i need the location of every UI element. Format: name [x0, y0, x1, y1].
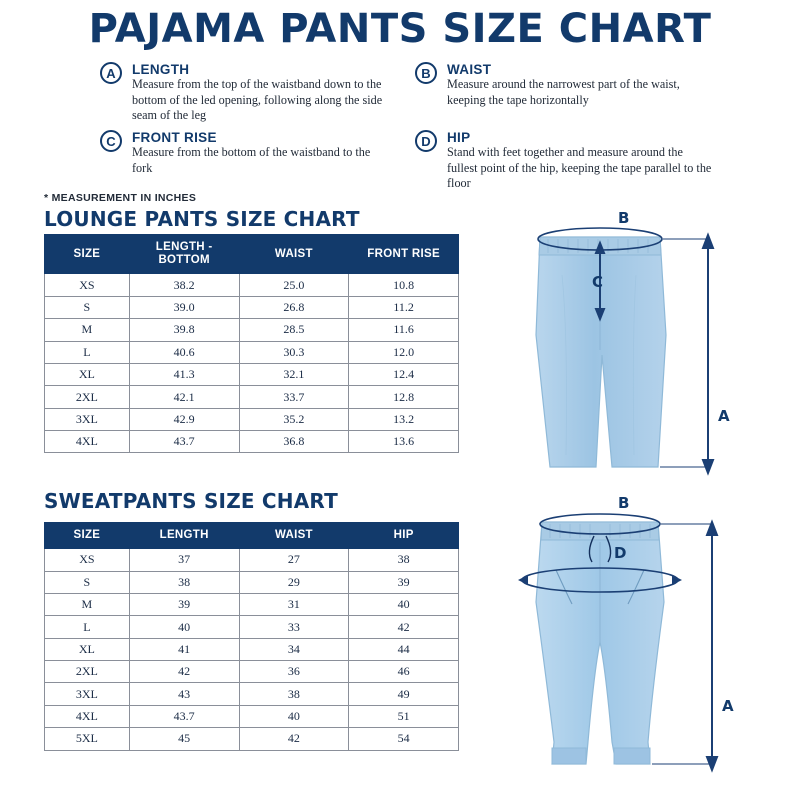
cell-front-rise: 13.2 [349, 408, 459, 430]
cell-waist: 34 [239, 638, 349, 660]
table-header-row [45, 523, 459, 549]
cell-size: 3XL [45, 408, 130, 430]
cuff-left [552, 748, 586, 764]
column-header-front-rise: FRONT RISE [349, 235, 459, 274]
label-front-rise-c: C [592, 273, 604, 291]
legend-title-front-rise: FRONT RISE [132, 130, 217, 145]
cell-length: 39.8 [129, 319, 239, 341]
cell-hip: 39 [349, 571, 459, 593]
cell-waist: 31 [239, 593, 349, 615]
table-header-row [45, 235, 459, 274]
cell-length: 43.7 [129, 431, 239, 453]
cell-waist: 33 [239, 616, 349, 638]
cell-front-rise: 12.4 [349, 363, 459, 385]
legend-item-front-rise [100, 130, 390, 176]
column-header-size: SIZE [45, 523, 130, 549]
cell-size: 2XL [45, 661, 130, 683]
cell-size: XS [45, 549, 130, 571]
label-hip-d: D [614, 544, 627, 562]
label-waist-b: B [618, 494, 630, 512]
cell-waist: 38 [239, 683, 349, 705]
legend-desc-hip: Stand with feet together and measure around the fullest point of the hip, keeping the tape parallel to the floor [447, 145, 712, 191]
table-row [45, 274, 459, 296]
legend-badge-c: C [100, 130, 122, 152]
sweatpants-size-table [44, 522, 459, 751]
cell-length: 41 [129, 638, 239, 660]
cell-waist: 42 [239, 728, 349, 750]
cell-length: 39 [129, 593, 239, 615]
lounge-size-table [44, 234, 459, 453]
column-header-hip: HIP [349, 523, 459, 549]
cell-hip: 42 [349, 616, 459, 638]
cell-size: S [45, 296, 130, 318]
cell-size: 3XL [45, 683, 130, 705]
cell-length: 42 [129, 661, 239, 683]
cuff-right [614, 748, 650, 764]
cell-waist: 35.2 [239, 408, 349, 430]
table-row [45, 593, 459, 615]
table-row [45, 638, 459, 660]
table-row [45, 341, 459, 363]
cell-length: 40.6 [129, 341, 239, 363]
cell-length: 41.3 [129, 363, 239, 385]
cell-waist: 28.5 [239, 319, 349, 341]
cell-length: 38 [129, 571, 239, 593]
legend-desc-length: Measure from the top of the waistband down to the bottom of the led opening, following along the side seam of the leg [132, 77, 383, 123]
lounge-pants-drawing [500, 215, 790, 485]
cell-length: 42.1 [129, 386, 239, 408]
cell-length: 42.9 [129, 408, 239, 430]
measurement-note: * MEASUREMENT IN INCHES [44, 192, 197, 204]
label-length-a: A [722, 697, 734, 715]
legend-desc-waist: Measure around the narrowest part of the waist, keeping the tape horizontally [447, 77, 680, 107]
table-row [45, 728, 459, 750]
label-waist-b: B [618, 209, 630, 227]
legend-badge-a: A [100, 62, 122, 84]
legend-item-hip [415, 130, 715, 192]
cell-hip: 46 [349, 661, 459, 683]
legend-title-hip: HIP [447, 130, 471, 145]
cell-size: 4XL [45, 431, 130, 453]
column-header-length-bottom: LENGTH - BOTTOM [129, 235, 239, 274]
cell-hip: 51 [349, 705, 459, 727]
cell-length: 37 [129, 549, 239, 571]
legend-item-length [100, 62, 400, 124]
column-header-length: LENGTH [129, 523, 239, 549]
cell-waist: 27 [239, 549, 349, 571]
cell-length: 38.2 [129, 274, 239, 296]
table-row [45, 408, 459, 430]
table-row [45, 319, 459, 341]
cell-size: XL [45, 363, 130, 385]
cell-waist: 36.8 [239, 431, 349, 453]
cell-front-rise: 12.8 [349, 386, 459, 408]
cell-size: M [45, 319, 130, 341]
cell-front-rise: 11.2 [349, 296, 459, 318]
cell-length: 45 [129, 728, 239, 750]
table-row [45, 386, 459, 408]
cell-waist: 30.3 [239, 341, 349, 363]
page-title: PAJAMA PANTS SIZE CHART [88, 6, 712, 52]
cell-length: 43 [129, 683, 239, 705]
cell-size: S [45, 571, 130, 593]
cell-size: 5XL [45, 728, 130, 750]
table-row [45, 705, 459, 727]
cell-front-rise: 10.8 [349, 274, 459, 296]
table-row [45, 296, 459, 318]
cell-hip: 54 [349, 728, 459, 750]
lounge-pants-illustration [500, 209, 790, 485]
cell-front-rise: 12.0 [349, 341, 459, 363]
cell-length: 43.7 [129, 705, 239, 727]
cell-size: XL [45, 638, 130, 660]
table-row [45, 616, 459, 638]
column-header-size: SIZE [45, 235, 130, 274]
cell-length: 40 [129, 616, 239, 638]
table-row [45, 661, 459, 683]
length-arrow [660, 235, 713, 473]
cell-waist: 36 [239, 661, 349, 683]
cell-length: 39.0 [129, 296, 239, 318]
label-length-a: A [718, 407, 730, 425]
sweatpants-section-heading: SWEATPANTS SIZE CHART [44, 489, 338, 513]
cell-hip: 44 [349, 638, 459, 660]
cell-hip: 49 [349, 683, 459, 705]
legend-desc-front-rise: Measure from the bottom of the waistband to the fork [132, 145, 371, 175]
cell-waist: 32.1 [239, 363, 349, 385]
column-header-waist: WAIST [239, 523, 349, 549]
cell-front-rise: 11.6 [349, 319, 459, 341]
cell-size: M [45, 593, 130, 615]
cell-size: 2XL [45, 386, 130, 408]
cell-hip: 40 [349, 593, 459, 615]
legend-title-length: LENGTH [132, 62, 190, 77]
table-row [45, 571, 459, 593]
cell-waist: 25.0 [239, 274, 349, 296]
legend-item-waist [415, 62, 715, 108]
cell-size: XS [45, 274, 130, 296]
table-row [45, 683, 459, 705]
cell-size: 4XL [45, 705, 130, 727]
cell-size: L [45, 341, 130, 363]
table-row [45, 549, 459, 571]
cell-size: L [45, 616, 130, 638]
column-header-waist: WAIST [239, 235, 349, 274]
table-row [45, 431, 459, 453]
length-arrow [652, 522, 717, 770]
lounge-section-heading: LOUNGE PANTS SIZE CHART [44, 207, 360, 231]
cell-hip: 38 [349, 549, 459, 571]
legend-title-waist: WAIST [447, 62, 492, 77]
cell-waist: 29 [239, 571, 349, 593]
legend-badge-d: D [415, 130, 437, 152]
cell-front-rise: 13.6 [349, 431, 459, 453]
table-row [45, 363, 459, 385]
sweatpants-drawing [500, 492, 790, 792]
cell-waist: 40 [239, 705, 349, 727]
cell-waist: 26.8 [239, 296, 349, 318]
cell-waist: 33.7 [239, 386, 349, 408]
sweatpants-illustration [500, 492, 790, 792]
legend [0, 60, 800, 191]
legend-badge-b: B [415, 62, 437, 84]
